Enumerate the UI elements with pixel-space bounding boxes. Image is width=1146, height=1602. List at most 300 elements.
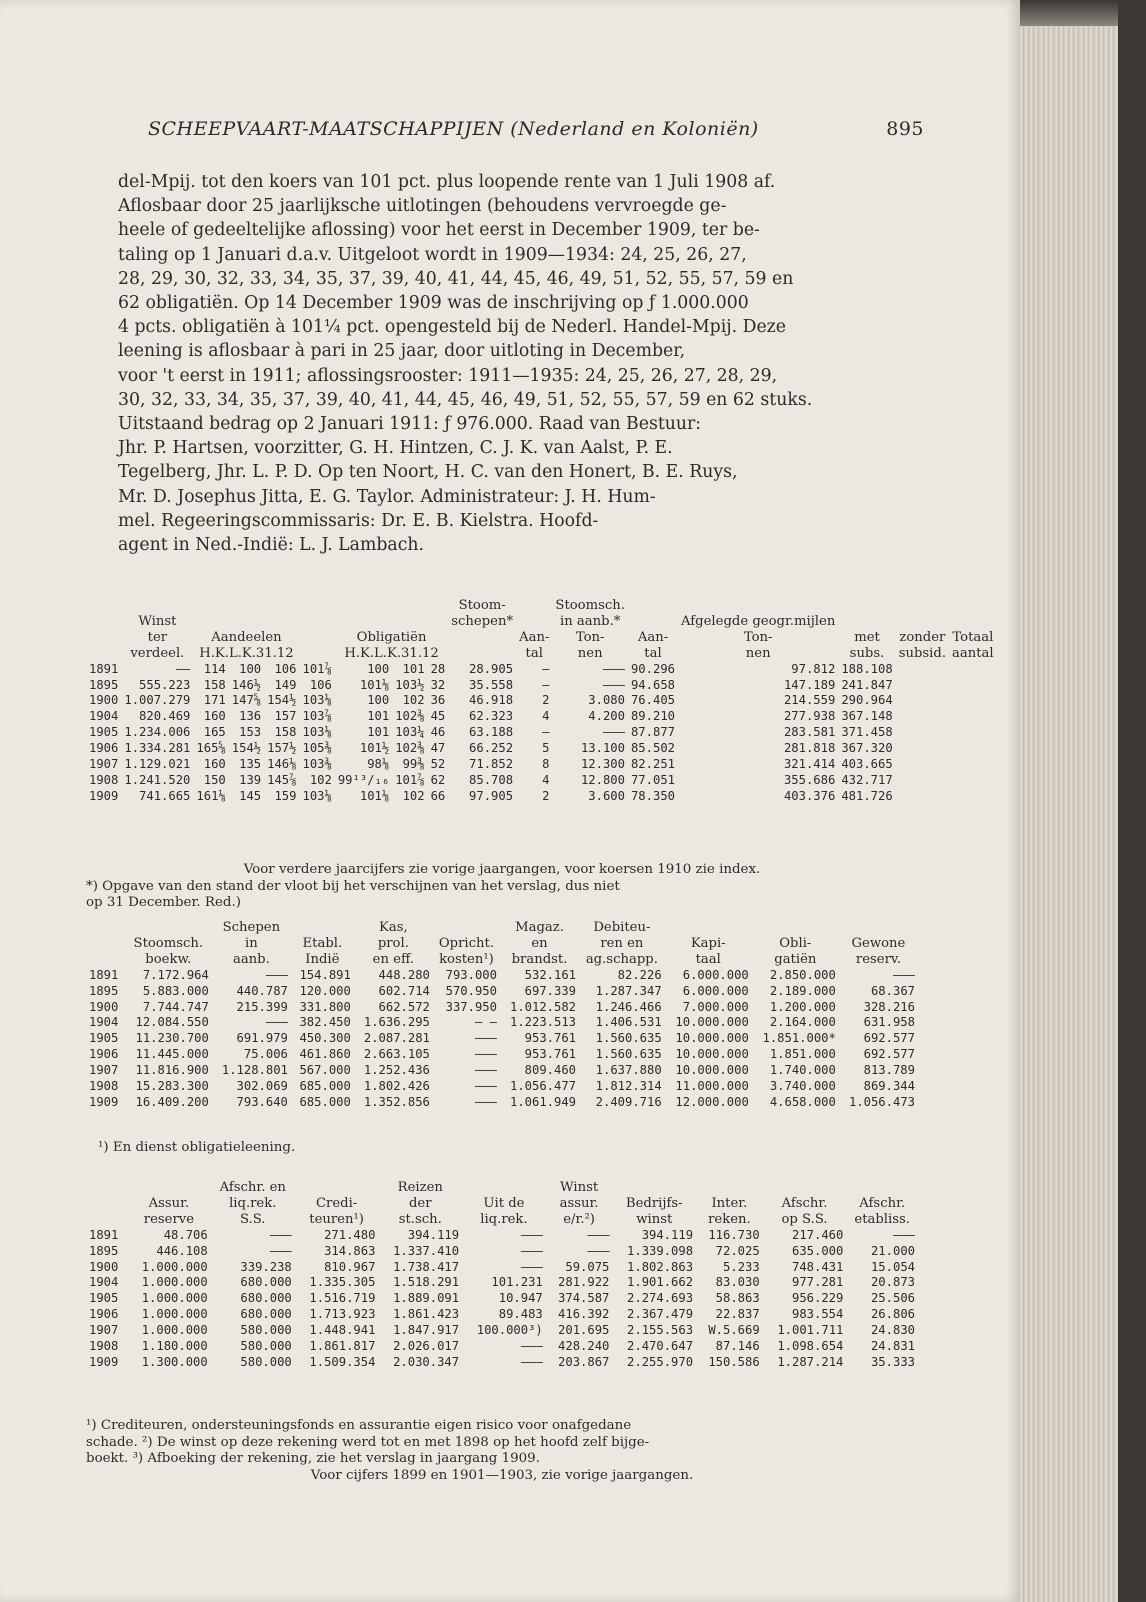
table-cell: 2.274.693	[627, 1291, 694, 1306]
header-cell: en eff.	[372, 951, 415, 967]
header-cell: nen	[577, 645, 603, 661]
table-cell: 100	[239, 661, 262, 676]
table-row	[86, 1228, 918, 1244]
table-cell: ———	[265, 1015, 288, 1030]
note-line: schade. ²) De winst op deze rekening werd tot en met 1898 op het hoofd zelf bijge-	[86, 1434, 650, 1450]
year-cell: 1906	[89, 741, 119, 756]
table-cell: 580.000	[240, 1323, 292, 1338]
table-cell: 16.409.200	[135, 1094, 209, 1109]
header-cell: Debiteu-	[593, 920, 651, 935]
header-cell: Indië	[305, 951, 340, 967]
header-cell	[295, 1180, 379, 1196]
header-cell: Ton-	[575, 629, 605, 645]
year-cell: 1900	[89, 999, 119, 1014]
header-cell: ag.schapp.	[585, 951, 658, 967]
table-cell: 94.658	[630, 677, 675, 692]
header-cell	[264, 598, 299, 614]
header-cell	[846, 1180, 918, 1196]
table-cell: 2.026.017	[393, 1339, 460, 1354]
table-cell: 158	[203, 677, 226, 692]
header-cell	[193, 614, 264, 630]
year-cell: 1906	[89, 1047, 119, 1062]
table-cell: 102	[402, 693, 425, 708]
header-cell: in	[245, 935, 258, 951]
body-line: del-Mpij. tot den koers van 101 pct. plus loopende rente van 1 Juli 1908 af.	[118, 172, 776, 192]
header-cell: Magaz.	[515, 920, 564, 935]
table-cell: 13.100	[580, 741, 625, 756]
table-cell: 32	[430, 677, 446, 692]
header-cell: Kas,	[379, 920, 408, 935]
table-cell: 1.000.000	[141, 1259, 208, 1274]
year-cell: 1907	[89, 757, 119, 772]
table-header-row	[86, 598, 997, 614]
year-cell: 1900	[89, 693, 119, 708]
year-cell: 1904	[89, 1015, 119, 1030]
table-cell: 89.210	[630, 709, 675, 724]
table2-note: ¹) En dienst obligatieleening.	[98, 1140, 296, 1155]
table-cell: 277.938	[783, 709, 836, 724]
table-cell: 2.470.647	[627, 1339, 694, 1354]
table-cell: 145	[239, 788, 262, 803]
table-cell: 102	[402, 788, 425, 803]
body-text	[118, 170, 918, 557]
table-cell: 101⅛	[359, 677, 390, 692]
table-cell: 145⅞	[267, 772, 297, 787]
header-cell: H.K.L.K.31.12	[199, 645, 294, 661]
table-cell: 1.180.000	[141, 1339, 208, 1354]
table-cell: 58.863	[715, 1291, 760, 1306]
table-row	[86, 1323, 918, 1339]
header-cell	[299, 630, 334, 646]
table-cell: 371.458	[841, 725, 893, 740]
table-cell: 203.867	[558, 1354, 610, 1369]
table-cell: 1.337.410	[393, 1243, 460, 1258]
header-cell: Aan-	[519, 629, 550, 645]
header-cell: subs.	[849, 645, 885, 661]
table-cell: 1.000.000	[141, 1291, 208, 1306]
table-cell: ———	[269, 1227, 292, 1242]
table-cell: 5.883.000	[142, 983, 209, 998]
table-row	[86, 1355, 918, 1371]
table-cell: 440.787	[236, 983, 288, 998]
header-cell: tal	[644, 645, 662, 661]
header-cell: nen	[745, 645, 771, 661]
table-cell: 1.056.477	[509, 1079, 577, 1094]
table-cell: 1.252.436	[363, 1063, 430, 1078]
table-cell: 12.300	[580, 757, 625, 772]
header-cell	[433, 920, 500, 936]
table-cell: 77.051	[630, 772, 675, 787]
header-cell: liq.rek.	[480, 1211, 528, 1227]
table-cell: 6.000.000	[682, 983, 749, 998]
table-row	[86, 984, 918, 1000]
header-cell	[612, 1180, 696, 1196]
table-cell: 135	[239, 757, 262, 772]
table-cell: ———	[520, 1339, 543, 1354]
table-cell: 7.744.747	[142, 999, 209, 1014]
body-line: 4 pcts. obligatiën à 101¼ pct. opengesteld bij de Nederl. Handel-Mpij. Deze	[118, 317, 787, 338]
year-cell: 1900	[89, 1259, 119, 1274]
table-cell: ———	[602, 725, 625, 740]
body-line: voor 't eerst in 1911; aflossingsrooster: 1911—1935: 24, 25, 26, 27, 28, 29,	[118, 365, 778, 386]
table-cell: 100	[367, 661, 390, 676]
header-cell	[86, 920, 125, 936]
table-cell: 283.581	[783, 725, 836, 740]
header-cell: reserve	[143, 1211, 195, 1227]
header-cell: gatiën	[774, 951, 817, 967]
header-cell: Bedrijfs-	[625, 1195, 683, 1211]
table-cell: 26.806	[870, 1307, 915, 1322]
table-cell: 2.850.000	[769, 967, 836, 982]
header-cell	[462, 1180, 546, 1196]
header-cell: winst	[636, 1211, 673, 1227]
table-cell: 1.637.880	[595, 1063, 662, 1078]
table-cell: 983.554	[792, 1307, 844, 1322]
header-cell: Ton-	[743, 629, 773, 645]
body-line: Tegelberg, Jhr. L. P. D. Op ten Noort, H. C. van den Honert, B. E. Ruys,	[118, 462, 738, 483]
table-cell: 281.818	[783, 741, 836, 756]
header-cell	[428, 598, 449, 614]
note-line: op 31 December. Red.)	[86, 895, 241, 910]
table-cell: 171	[203, 693, 226, 708]
header-cell: Stoomsch.	[555, 598, 625, 613]
table-cell: 1.287.347	[595, 983, 662, 998]
table-cell: 52	[430, 757, 446, 772]
table-cell: 46.918	[469, 693, 514, 708]
table-cell: 339.238	[240, 1259, 292, 1274]
table-cell: 281.922	[558, 1275, 610, 1290]
table-row	[86, 1275, 918, 1291]
table-header-row	[86, 1196, 918, 1212]
table-cell: 2.663.105	[363, 1047, 430, 1062]
table-cell: 314.863	[324, 1243, 376, 1258]
table-cell: 21.000	[870, 1243, 915, 1258]
table-cell: 602.714	[378, 983, 430, 998]
table-header-row	[86, 646, 997, 662]
table-cell: 48.706	[163, 1227, 208, 1242]
table-cell: 2.164.000	[769, 1015, 836, 1030]
header-cell: tal	[525, 645, 543, 661]
header-cell: Winst	[138, 613, 177, 629]
table-cell: 2.409.716	[595, 1094, 662, 1109]
year-cell: 1895	[89, 983, 119, 998]
body-line: leening is aflosbaar à pari in 25 jaar, door uitloting in December,	[118, 341, 686, 362]
table-cell: 2.030.347	[393, 1354, 460, 1369]
header-cell: Inter.	[711, 1195, 748, 1211]
header-cell: verdeel.	[130, 645, 185, 661]
header-cell: Schepen	[222, 920, 281, 935]
table-cell: 1.061.949	[509, 1094, 577, 1109]
table-cell: 150.586	[708, 1354, 760, 1369]
table-cell: 2.189.000	[769, 983, 836, 998]
table-cell: 66	[430, 788, 446, 803]
table-cell: ———	[520, 1259, 543, 1274]
table-row	[86, 725, 997, 741]
header-cell	[838, 598, 895, 614]
header-cell: Obli-	[779, 935, 812, 951]
header-cell: Gewone	[851, 935, 906, 951]
year-cell: 1891	[89, 661, 119, 676]
table-cell: 403.665	[841, 757, 893, 772]
header-cell	[628, 614, 678, 630]
table-cell: 89.483	[498, 1307, 543, 1322]
table-row	[86, 678, 997, 694]
table-cell: 105⅜	[302, 741, 332, 756]
table-cell: 1.560.635	[595, 1031, 662, 1046]
table-cell: 103⅛	[302, 788, 332, 803]
table-cell: 4.658.000	[769, 1094, 836, 1109]
table-cell: ———	[269, 1243, 292, 1258]
table-row	[86, 1095, 918, 1111]
table-cell: 45	[430, 709, 446, 724]
table-cell: 2.087.281	[363, 1031, 430, 1046]
table-cell: 1.241.520	[124, 772, 191, 787]
table-cell: 159	[274, 788, 297, 803]
body-line: agent in Ned.-Indië: L. J. Lambach.	[118, 535, 425, 556]
body-line: 28, 29, 30, 32, 33, 34, 35, 37, 39, 40, 41, 44, 45, 46, 49, 51, 52, 55, 57, 59 en	[118, 268, 794, 289]
note-line: boekt. ³) Afboeking der rekening, zie het verslag in jaargang 1909.	[86, 1451, 540, 1466]
header-cell: Reizen	[397, 1180, 443, 1195]
table-cell: 1.901.662	[627, 1275, 694, 1290]
table-cell: 793.000	[445, 967, 497, 982]
table3-notes	[86, 1418, 918, 1484]
year-cell: 1905	[89, 725, 119, 740]
table-cell: ———	[892, 1227, 915, 1242]
table-cell: 150	[203, 772, 226, 787]
header-cell	[291, 920, 354, 936]
table-cell: 139	[239, 772, 262, 787]
table-cell: 869.344	[863, 1079, 915, 1094]
body-line: taling op 1 Januari d.a.v. Uitgeloot wordt in 1909—1934: 24, 25, 26, 27,	[118, 244, 747, 265]
table-cell: 1.339.098	[627, 1243, 694, 1258]
scan-right-border	[1118, 0, 1146, 1602]
table-cell: 101⅛	[359, 788, 390, 803]
header-cell: teuren¹)	[309, 1211, 364, 1227]
table-cell: 87.146	[715, 1339, 760, 1354]
table-cell: 106	[309, 677, 332, 692]
table-header-row	[86, 952, 918, 968]
header-cell: schepen*	[451, 613, 514, 629]
header-cell: Totaal	[952, 629, 994, 645]
table-cell: 1.000.000	[141, 1307, 208, 1322]
table-cell: 36	[430, 693, 446, 708]
table-cell: 1.012.582	[509, 999, 577, 1014]
header-cell: aantal	[952, 645, 994, 661]
header-cell: Kapi-	[690, 935, 726, 951]
header-cell	[665, 920, 752, 936]
table-cell: 103⅞	[302, 709, 332, 724]
header-cell	[125, 920, 212, 936]
table1-notes	[86, 862, 918, 912]
year-cell: 1909	[89, 788, 119, 803]
table-cell: 2.155.563	[627, 1323, 694, 1338]
table-cell: ———	[474, 1047, 497, 1062]
table-cell: 1.406.531	[595, 1015, 662, 1030]
year-cell: 1909	[89, 1354, 119, 1369]
table-cell: 1.861.423	[393, 1307, 460, 1322]
header-cell: Afschr.	[781, 1195, 828, 1211]
table-cell: 555.223	[139, 677, 191, 692]
table-cell: 271.480	[324, 1227, 376, 1242]
table-cell: 146½	[231, 677, 262, 692]
table-cell: 1.740.000	[769, 1063, 836, 1078]
table-cell: 3.600	[588, 788, 625, 803]
table-cell: 680.000	[240, 1291, 292, 1306]
table-cell: 99⅜	[402, 757, 425, 772]
table-cell: 1.334.281	[124, 741, 191, 756]
table-cell: 1.812.314	[595, 1079, 662, 1094]
table-cell: 741.665	[139, 788, 191, 803]
header-cell: Stoomsch.	[133, 935, 204, 951]
header-cell: Stoom-	[458, 598, 506, 613]
table-cell: 432.717	[841, 772, 893, 787]
header-cell: Obligatiën	[356, 629, 427, 645]
table-row	[86, 741, 997, 757]
header-cell	[127, 1180, 211, 1196]
header-cell: H.K.L.K.31.12	[344, 645, 439, 661]
header-cell	[516, 598, 552, 614]
table-cell: 1.001.711	[777, 1323, 844, 1338]
table-row	[86, 1079, 918, 1095]
table-cell: 290.964	[841, 693, 893, 708]
table-cell: 580.000	[240, 1339, 292, 1354]
table-cell: 2.255.970	[627, 1354, 694, 1369]
balance-assets-table	[86, 920, 918, 1111]
header-cell: der	[408, 1195, 432, 1211]
header-cell: zonder	[899, 629, 946, 645]
table-cell: 101	[367, 709, 390, 724]
table-cell: 1.509.354	[309, 1354, 376, 1369]
header-cell: Aandeelen	[211, 629, 282, 645]
fleet-results-table	[86, 598, 997, 805]
table-cell: 160	[203, 709, 226, 724]
table-cell: 697.339	[524, 983, 577, 998]
table-cell: 25.506	[870, 1291, 915, 1306]
header-cell	[86, 1180, 127, 1196]
table-cell: 394.119	[407, 1227, 460, 1242]
table-cell: 1.056.473	[848, 1094, 915, 1109]
header-cell: Aan-	[637, 629, 669, 645]
header-cell	[448, 630, 516, 646]
year-cell: 1895	[89, 1243, 119, 1258]
table-cell: 570.950	[445, 983, 497, 998]
header-cell	[121, 598, 193, 614]
table-cell: 692.577	[863, 1047, 915, 1062]
table-cell: 10.000.000	[675, 1015, 749, 1030]
table-cell: 98⅛	[367, 757, 390, 772]
table-cell: 403.376	[783, 788, 836, 803]
table-cell: 450.300	[299, 1031, 351, 1046]
table-header-row	[86, 920, 918, 936]
header-cell: S.S.	[239, 1211, 266, 1227]
table-cell: 580.000	[240, 1354, 292, 1369]
table-cell: 103½	[395, 677, 425, 692]
table-cell: 977.281	[792, 1275, 844, 1290]
table-cell: 103⅜	[302, 757, 332, 772]
table-cell: 1.335.305	[309, 1275, 376, 1290]
table-cell: 165	[203, 725, 226, 740]
table-cell: 1.098.654	[777, 1339, 844, 1354]
table-cell: 1.223.513	[509, 1015, 577, 1030]
table-cell: 4	[542, 709, 550, 724]
table-cell: 691.979	[236, 1031, 288, 1046]
table-cell: 567.000	[299, 1063, 351, 1078]
table-cell: 680.000	[240, 1275, 292, 1290]
year-cell: 1907	[89, 1323, 119, 1338]
table-row	[86, 968, 918, 984]
note-line: ¹) Crediteuren, ondersteuningsfonds en assurantie eigen risico voor onafgedane	[86, 1418, 632, 1433]
header-cell	[264, 614, 299, 630]
table-cell: 416.392	[558, 1307, 610, 1322]
table-cell: 161⅛	[196, 788, 226, 803]
table-cell: 97.812	[791, 661, 836, 676]
table-cell: 532.161	[524, 967, 577, 982]
table-cell: 5	[542, 741, 550, 756]
table-cell: 10.000.000	[675, 1063, 749, 1078]
table-cell: 157½	[267, 741, 297, 756]
table-cell: 87.877	[630, 725, 675, 740]
table-cell: 83.030	[715, 1275, 760, 1290]
header-cell: subsid.	[898, 645, 947, 661]
table-cell: 7.000.000	[682, 999, 749, 1014]
table-cell: 1.889.091	[393, 1291, 460, 1306]
table-cell: 3.740.000	[769, 1079, 836, 1094]
table-cell: ——	[175, 661, 191, 676]
table-cell: 813.789	[863, 1063, 915, 1078]
table-cell: 12.084.550	[135, 1015, 209, 1030]
table-cell: 1.518.291	[393, 1275, 460, 1290]
table-header-row	[86, 614, 997, 630]
table-cell: 1.352.856	[363, 1094, 430, 1109]
header-cell: in aanb.*	[560, 613, 621, 629]
table-cell: 1.738.417	[393, 1259, 460, 1274]
header-cell: Opricht.	[438, 935, 495, 951]
table-cell: 158	[274, 725, 297, 740]
body-line: Aflosbaar door 25 jaarlijksche uitlotingen (behoudens vervroegde ge-	[118, 196, 727, 217]
year-cell: 1908	[89, 1079, 119, 1094]
note-line: *) Opgave van den stand der vloot bij het verschijnen van het verslag, dus niet	[86, 878, 620, 894]
header-cell	[86, 646, 121, 662]
table-cell: 146⅛	[267, 757, 297, 772]
header-cell	[299, 598, 427, 614]
table-cell: 12.800	[580, 772, 625, 787]
table-cell: 820.469	[139, 709, 191, 724]
table-cell: 956.229	[792, 1291, 844, 1306]
table-cell: 101⅞	[395, 772, 425, 787]
table-cell: — —	[474, 1015, 497, 1030]
table-cell: 103⅛	[302, 725, 332, 740]
table-cell: 22.837	[715, 1307, 760, 1322]
table-cell: 154.891	[299, 967, 351, 982]
table-cell: 7.172.964	[142, 967, 209, 982]
table-cell: ———	[587, 1227, 610, 1242]
table-cell: —	[542, 725, 550, 740]
header-cell: Afschr. en	[219, 1180, 286, 1195]
table-cell: 367.148	[841, 709, 893, 724]
table-cell: 102⅜	[395, 741, 425, 756]
table-cell: 120.000	[299, 983, 351, 998]
table-cell: 337.950	[445, 999, 497, 1014]
body-line: Uitstaand bedrag op 2 Januari 1911: ƒ 976.000. Raad van Bestuur:	[118, 414, 702, 435]
table-cell: 188.108	[841, 661, 893, 676]
table-cell: 46	[430, 725, 446, 740]
header-cell	[516, 614, 552, 630]
table-cell: 11.230.700	[135, 1031, 209, 1046]
header-cell: Afgelegde geogr.mijlen	[681, 613, 836, 629]
table-cell: 103⅛	[302, 693, 332, 708]
table-cell: 748.431	[792, 1259, 844, 1274]
table-cell: 10.000.000	[675, 1047, 749, 1062]
